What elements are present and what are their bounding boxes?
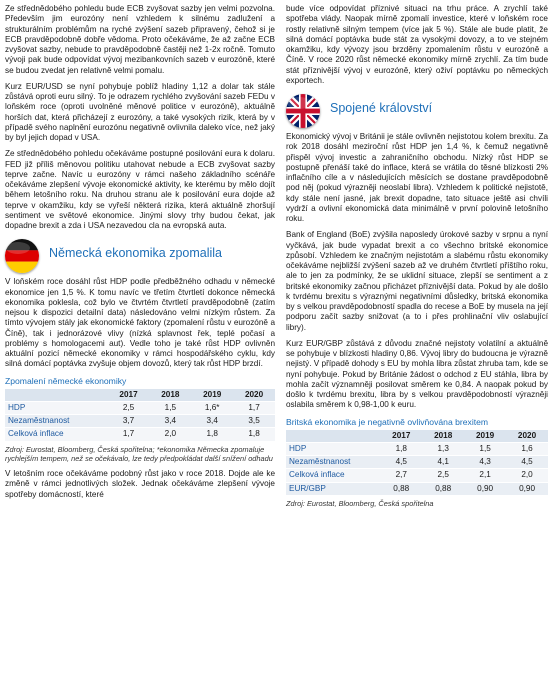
- paragraph-uk-economy: Ekonomický vývoj v Británii je stále ovlivněn nejistotou kolem brexitu. Za rok 2018 dosáhl meziroční růst HDP jen 1,4 %, k čemuž negativně přispěl vývoj investic a zahraničního obchodu. Nízký růst HDP se postupně přenáší také do inflace, která se vrátila do těsné blízkosti 2% inflačního cíle a v následujících měsících se dostane pravděpodobně pod něj (pokud výrazněji neoslabí libra). Vzhledem k politické nejistotě, kdy stále není jasné, jak brexit dopadne, tato situace ještě asi chvíli vydrží a ovlivní ekonomická data minimálně v první polovině letošního roku.: [286, 132, 548, 223]
- germany-flag-icon: [5, 239, 39, 273]
- paragraph-germany-gdp: V loňském roce dosáhl růst HDP podle předběžného odhadu v německé ekonomice jen 1,5 %. K tomu navíc ve třetím čtvrtletí dokonce německá ekonomika poklesla, což bylo ve čtvrtém čtvrtletí pravděpodobně (zatím nejsou k dispozici detailní data) následováno velmi nízkým růstem. Za tímto vývojem stály jak ekonomické faktory (zpomalení růstu v eurozóně a Číně), tak i jednorázové vlivy (nízká splavnost řek, teplé počasí a problémy s homologacemi aut). Vedle toho je také růst HDP ovlivněn aktuální pozicí německé ekonomiky v rámci hospodářského cyklu, kdy silná domácí poptávka zvyšuje objem dovozů, který tak růst HDP brzdí.: [5, 277, 275, 369]
- header-cell: 2020: [233, 389, 275, 402]
- table-row: [5, 428, 275, 441]
- table-cell: 4,1: [422, 456, 464, 469]
- row-label: Celková inflace: [286, 469, 380, 482]
- table-cell: 4,3: [464, 456, 506, 469]
- table-cell: 0,90: [464, 482, 506, 495]
- right-column: [286, 4, 548, 514]
- table-cell: 1,8: [233, 428, 275, 441]
- uk-table-source-note: Zdroj: Eurostat, Bloomberg, Česká spořitelna: [286, 498, 434, 508]
- header-cell: 2019: [191, 389, 233, 402]
- paragraph-germany-outlook: V letošním roce očekáváme podobný růst jako v roce 2018. Dojde ale ke změně v rámci jednotlivých složek. Jednak očekáváme zlepšení vývoje spotřeby domácností, které: [5, 469, 275, 499]
- table-cell: 4,5: [380, 456, 422, 469]
- table-row: [5, 401, 275, 414]
- table-cell: 1,8: [380, 442, 422, 455]
- table-cell: 3,4: [191, 415, 233, 428]
- table-cell: 1,8: [191, 428, 233, 441]
- table-cell: 0,90: [506, 482, 548, 495]
- table-cell: 2,0: [506, 469, 548, 482]
- row-label: Nezaměstnanost: [5, 415, 108, 428]
- paragraph-ecb-rates: Ze střednědobého pohledu bude ECB zvyšovat sazby jen velmi pozvolna. Především jim eurozóny není vzhledem k silnému zadlužení a strukturálním problémům na ryché zvýšení sazeb připravený, čehož si je ECB pravděpodobně dobře vědoma. Proto očekáváme, že až začne ECB zvyšovat sazby, nebude to pravděpodobně častěji než 1-2x ročně. Tomuto vývoji pak bude odpovídat vývoj mezibankovních sazeb v eurozóně, které se budou zvedat jen relativně velmi pomalu.: [5, 4, 275, 75]
- paragraph-boe: Bank of England (BoE) zvýšila naposledy úrokové sazby v srpnu a nyní vyčkává, jak bude vypadat brexit a co všechno britské ekonomice způsobí. Vzhledem ke značným nejistotám a slabému růstu ekonomiky očekáváme nejbližší zvýšení sazeb až ve druhém čtvrtletí příštího roku, ale to jen za podmínky, že se uklidní situace, zlepší se sentiment a z britské ekonomiky začnou přicházet příznivější data. Pokud by ale došlo k tvrdému brexitu s výraznými negativními důsledky, britská ekonomika by s velkou pravděpodobností spadla do recese a BoE by musela na její podporu začít sazby snižovat (a to i přes prohlinační vliv oslabující libry).: [286, 230, 548, 332]
- uk-section-title: Spojené království: [330, 101, 433, 115]
- table-cell: 2,5: [422, 469, 464, 482]
- table-cell: 3,5: [233, 415, 275, 428]
- uk-table-title: Britská ekonomika je negativně ovlivňována brexitem: [286, 416, 489, 427]
- header-cell: 2019: [464, 430, 506, 443]
- table-cell: 2,1: [464, 469, 506, 482]
- row-label: Celková inflace: [5, 428, 108, 441]
- table-header-row: [5, 389, 275, 402]
- table-cell: 1,3: [422, 442, 464, 455]
- paragraph-eurusd: Kurz EUR/USD se nyní pohybuje poblíž hladiny 1,12 a dolar tak stále zůstává oproti euru silný. To je odrazem rychlého zvyšování sazeb FEDu v loňském roce (oproti uvolněné měnové politice v eurozóně), aktuálně horších dat, která přicházejí z eurozóny, a také vysokých rizik, která by v případě svého naplnění eurozónu negativně ovlivnila daleko více, než jaký by byl jejich dopad v USA.: [5, 81, 275, 142]
- header-cell: [286, 430, 380, 443]
- header-cell: 2017: [108, 389, 150, 402]
- table-cell: 1,5: [149, 401, 191, 414]
- table-row: [5, 415, 275, 428]
- table-cell: 2,7: [380, 469, 422, 482]
- table-cell: 4,5: [506, 456, 548, 469]
- germany-table-source-note: Zdroj: Eurostat, Bloomberg, Česká spořitelna; *ekonomika Německa zpomaluje rychlejším tempem, než se očekávalo, lze tedy předpokládat další snížení odhadu: [5, 444, 273, 463]
- uk-flag-icon: [286, 94, 320, 128]
- paragraph-germany-outlook-cont: bude více odpovídat příznivé situaci na trhu práce. A zrychlí také spotřeba vlády. Naopak mírně zpomalí investice, které v loňském roce rostly relativně silným tempem (více jak 5 %). Stále ale bude platit, že silná domácí poptávka bude stát za vysokými dovozy, a to ve stejném okamžiku, kdy vývozy jsou brzděny zpomalením růstu v eurozóně a Číně. V roce 2020 růst německé ekonomiky mírně zrychlí. Za tím bude stát příznivější vývoj v eurozóně, který oživí poptávku po německých exportech.: [286, 4, 548, 85]
- table-cell: 3,7: [108, 415, 150, 428]
- table-cell: 2,0: [149, 428, 191, 441]
- table-cell: 1,6*: [191, 401, 233, 414]
- table-cell: 1,5: [464, 442, 506, 455]
- row-label: HDP: [5, 401, 108, 414]
- germany-section-title: Německá ekonomika zpomalila: [49, 246, 222, 261]
- paragraph-euro-outlook: Ze střednědobého pohledu očekáváme postupné posilování eura k dolaru. FED již příliš měnovou politiku utahovat nebude a ECB zvyšovat sazby teprve začne. Navíc u eurozóny v rámci našeho základního scénáře očekáváme zlepšení vývoje ekonomické aktivity, ke kterému by mělo dojít během letošního roku. Na druhou stranu ale k posilování eura dojde až teprve v okamžiku, kdy se vyřeší některá rizika, která aktuálně zhoršují sentiment ve světové ekonomice. Jinými slovy trhy budou čekat, jak dopadne brexit a zda i USA nezavedou cla na evropská auta.: [5, 149, 275, 230]
- uk-section-header: [286, 92, 548, 130]
- table-row: [286, 442, 548, 455]
- germany-table-title: Zpomalení německé ekonomiky: [5, 375, 127, 386]
- header-cell: 2018: [149, 389, 191, 402]
- table-cell: 1,7: [108, 428, 150, 441]
- uk-table: [286, 430, 548, 496]
- table-cell: 3,4: [149, 415, 191, 428]
- germany-section-header: [5, 237, 275, 275]
- row-label: Nezaměstnanost: [286, 456, 380, 469]
- header-cell: 2017: [380, 430, 422, 443]
- header-cell: [5, 389, 108, 402]
- header-cell: 2018: [422, 430, 464, 443]
- table-header-row: [286, 430, 548, 443]
- table-row: [286, 456, 548, 469]
- table-cell: 0,88: [422, 482, 464, 495]
- germany-table: [5, 389, 275, 442]
- row-label: HDP: [286, 442, 380, 455]
- table-row: [286, 482, 548, 495]
- table-row: [286, 469, 548, 482]
- table-cell: 1,7: [233, 401, 275, 414]
- table-cell: 0,88: [380, 482, 422, 495]
- header-cell: 2020: [506, 430, 548, 443]
- left-column: [5, 4, 275, 506]
- row-label: EUR/GBP: [286, 482, 380, 495]
- table-cell: 1,6: [506, 442, 548, 455]
- paragraph-eurgbp: Kurz EUR/GBP zůstává z důvodu značné nejistoty volatilní a aktuálně se pohybuje v blízkosti hladiny 0,86. Vývoj libry do budoucna je výrazně nejistý. V případě dohody s EU by mohla libra zůstat zhruba tam, kde se nyní pohybuje. Pokud by Británie žádost o odchod z EU stáhla, libra by mohla začít významněji posilovat směrem ke 0,84. A naopak pokud by došlo k tvrdému brexitu, libra by s velkou pravděpodobností výrazněji oslabila směrem k 0,98-1,00 k euru.: [286, 338, 548, 410]
- table-cell: 2,5: [108, 401, 150, 414]
